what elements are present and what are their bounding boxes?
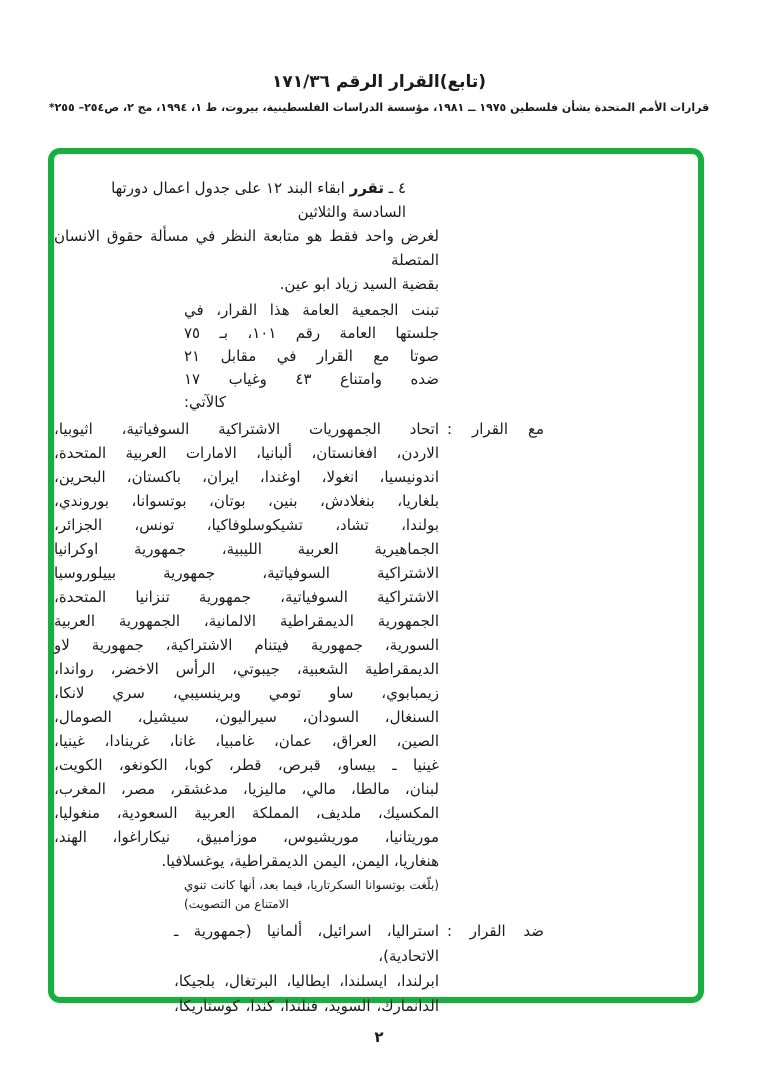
clause-line: بقضية السيد زياد ابو عين.: [279, 275, 439, 293]
vote-against-country-list: [174, 969, 439, 1019]
adoption-line: ضده وامتناع ٤٣ وغياب ١٧: [184, 370, 439, 388]
note-line: (بلّغت بوتسوانا السكرتاريا، فيما بعد، أنها كانت تنوي: [184, 878, 439, 892]
page-number: ٢: [374, 1028, 384, 1046]
country-list-line: الجماهيرية العربية الليبية، جمهورية اوكرانيا: [54, 540, 439, 558]
country-list-line: لبنان، مالطا، مالي، ماليزيا، مدغشقر، مصر، المغرب،: [54, 780, 439, 798]
vote-against-label: ضد القرار :: [447, 922, 544, 940]
country-list-line: السورية، جمهورية فيتنام الاشتراكية، جمهورية لاو: [54, 636, 439, 654]
country-list-line: الاشتراكية السوفياتية، جمهورية بييلوروسيا: [54, 564, 439, 582]
clause-line: [54, 176, 439, 224]
country-list-line: موريتانيا، موريشيوس، موزامبيق، نيكاراغوا، الهند،: [54, 828, 439, 846]
clause-text: ابقاء البند ١٢ على جدول اعمال دورتها السادسة والثلاثين: [111, 179, 406, 221]
resolution-clause: [54, 176, 439, 296]
country-list-line: هنغاريا، اليمن، اليمن الديمقراطية، يوغسلافيا.: [161, 852, 439, 870]
country-list-line: الاشتراكية السوفياتية، جمهورية تنزانيا المتحدة،: [54, 588, 439, 606]
clause-number: ٤ ـ: [384, 179, 406, 197]
country-list-line: بلغاريا، بنغلادش، بنين، بوتان، بوتسوانا، بوروندي،: [54, 492, 439, 510]
vote-with-label: مع القرار :: [447, 420, 544, 438]
vote-with-first-line: [54, 417, 544, 441]
country-list-line: الديمقراطية الشعبية، جيبوتي، الرأس الاخضر، رواندا،: [54, 660, 439, 678]
page-title: (تابع)القرار الرقم ١٧١/٣٦: [271, 72, 487, 92]
country-list-line: الدانمارك، السويد، فنلندا، كندا، كوستاريكا،: [174, 997, 439, 1015]
vote-against-first-line: [174, 919, 544, 969]
source-citation: قرارات الأمم المتحدة بشأن فلسطين ١٩٧٥ ــ ١٩٨١، مؤسسة الدراسات الفلسطينية، بيروت، ط ١، ١٩٩٤، مج ٢، ص٢٥٤– ٢٥٥*: [48, 101, 710, 114]
country-list-line: بولندا، تشاد، تشيكوسلوفاكيا، تونس، الجزائر،: [54, 516, 439, 534]
vote-with-section: [54, 417, 544, 873]
note-line: الامتناع من التصويت): [184, 897, 289, 911]
clause-keyword: تقرر: [349, 179, 384, 197]
country-list-line: غينيا ـ بيساو، قبرص، قطر، كوبا، الكونغو، الكويت،: [54, 756, 439, 774]
adoption-line: كالآتي:: [184, 393, 226, 411]
adoption-note: [184, 299, 439, 414]
country-list-line: اتحاد الجمهوريات الاشتراكية السوفياتية، اثيوبيا،: [54, 420, 439, 438]
vote-against-section: [174, 919, 544, 1019]
adoption-line: صوتا مع القرار في مقابل ٢١: [184, 347, 439, 365]
vote-with-country-list: [54, 441, 439, 873]
country-list-line: زيمبابوي، ساو تومي وبرينسيبي، سري لانكا،: [54, 684, 439, 702]
country-list-line: اندونيسيا، انغولا، اوغندا، ايران، باكستان، البحرين،: [54, 468, 439, 486]
clause-line: لغرض واحد فقط هو متابعة النظر في مسألة حقوق الانسان المتصلة: [54, 227, 439, 269]
country-list-line: الجمهورية الديمقراطية الالمانية، الجمهورية العربية: [54, 612, 439, 630]
green-frame: [48, 148, 704, 1015]
country-list-line: السنغال، السودان، سيراليون، سيشيل، الصومال،: [54, 708, 439, 726]
country-list-line: الصين، العراق، عمان، غامبيا، غانا، غرينادا، غينيا،: [54, 732, 439, 750]
adoption-line: تبنت الجمعية العامة هذا القرار، في: [184, 301, 439, 319]
botswana-note: [184, 876, 439, 914]
resolution-body: [54, 176, 544, 1019]
adoption-line: جلستها العامة رقم ١٠١، بـ ٧٥: [184, 324, 440, 342]
country-list-line: ابرلندا، ايسلندا، ايطاليا، البرتغال، بلجيكا،: [174, 972, 439, 990]
country-list-line: استراليا، اسرائيل، ألمانيا (جمهورية ـ الاتحادية)،: [174, 922, 439, 965]
country-list-line: الاردن، افغانستان، ألبانيا، الامارات العربية المتحدة،: [54, 444, 439, 462]
country-list-line: المكسيك، ملديف، المملكة العربية السعودية، منغوليا،: [54, 804, 439, 822]
